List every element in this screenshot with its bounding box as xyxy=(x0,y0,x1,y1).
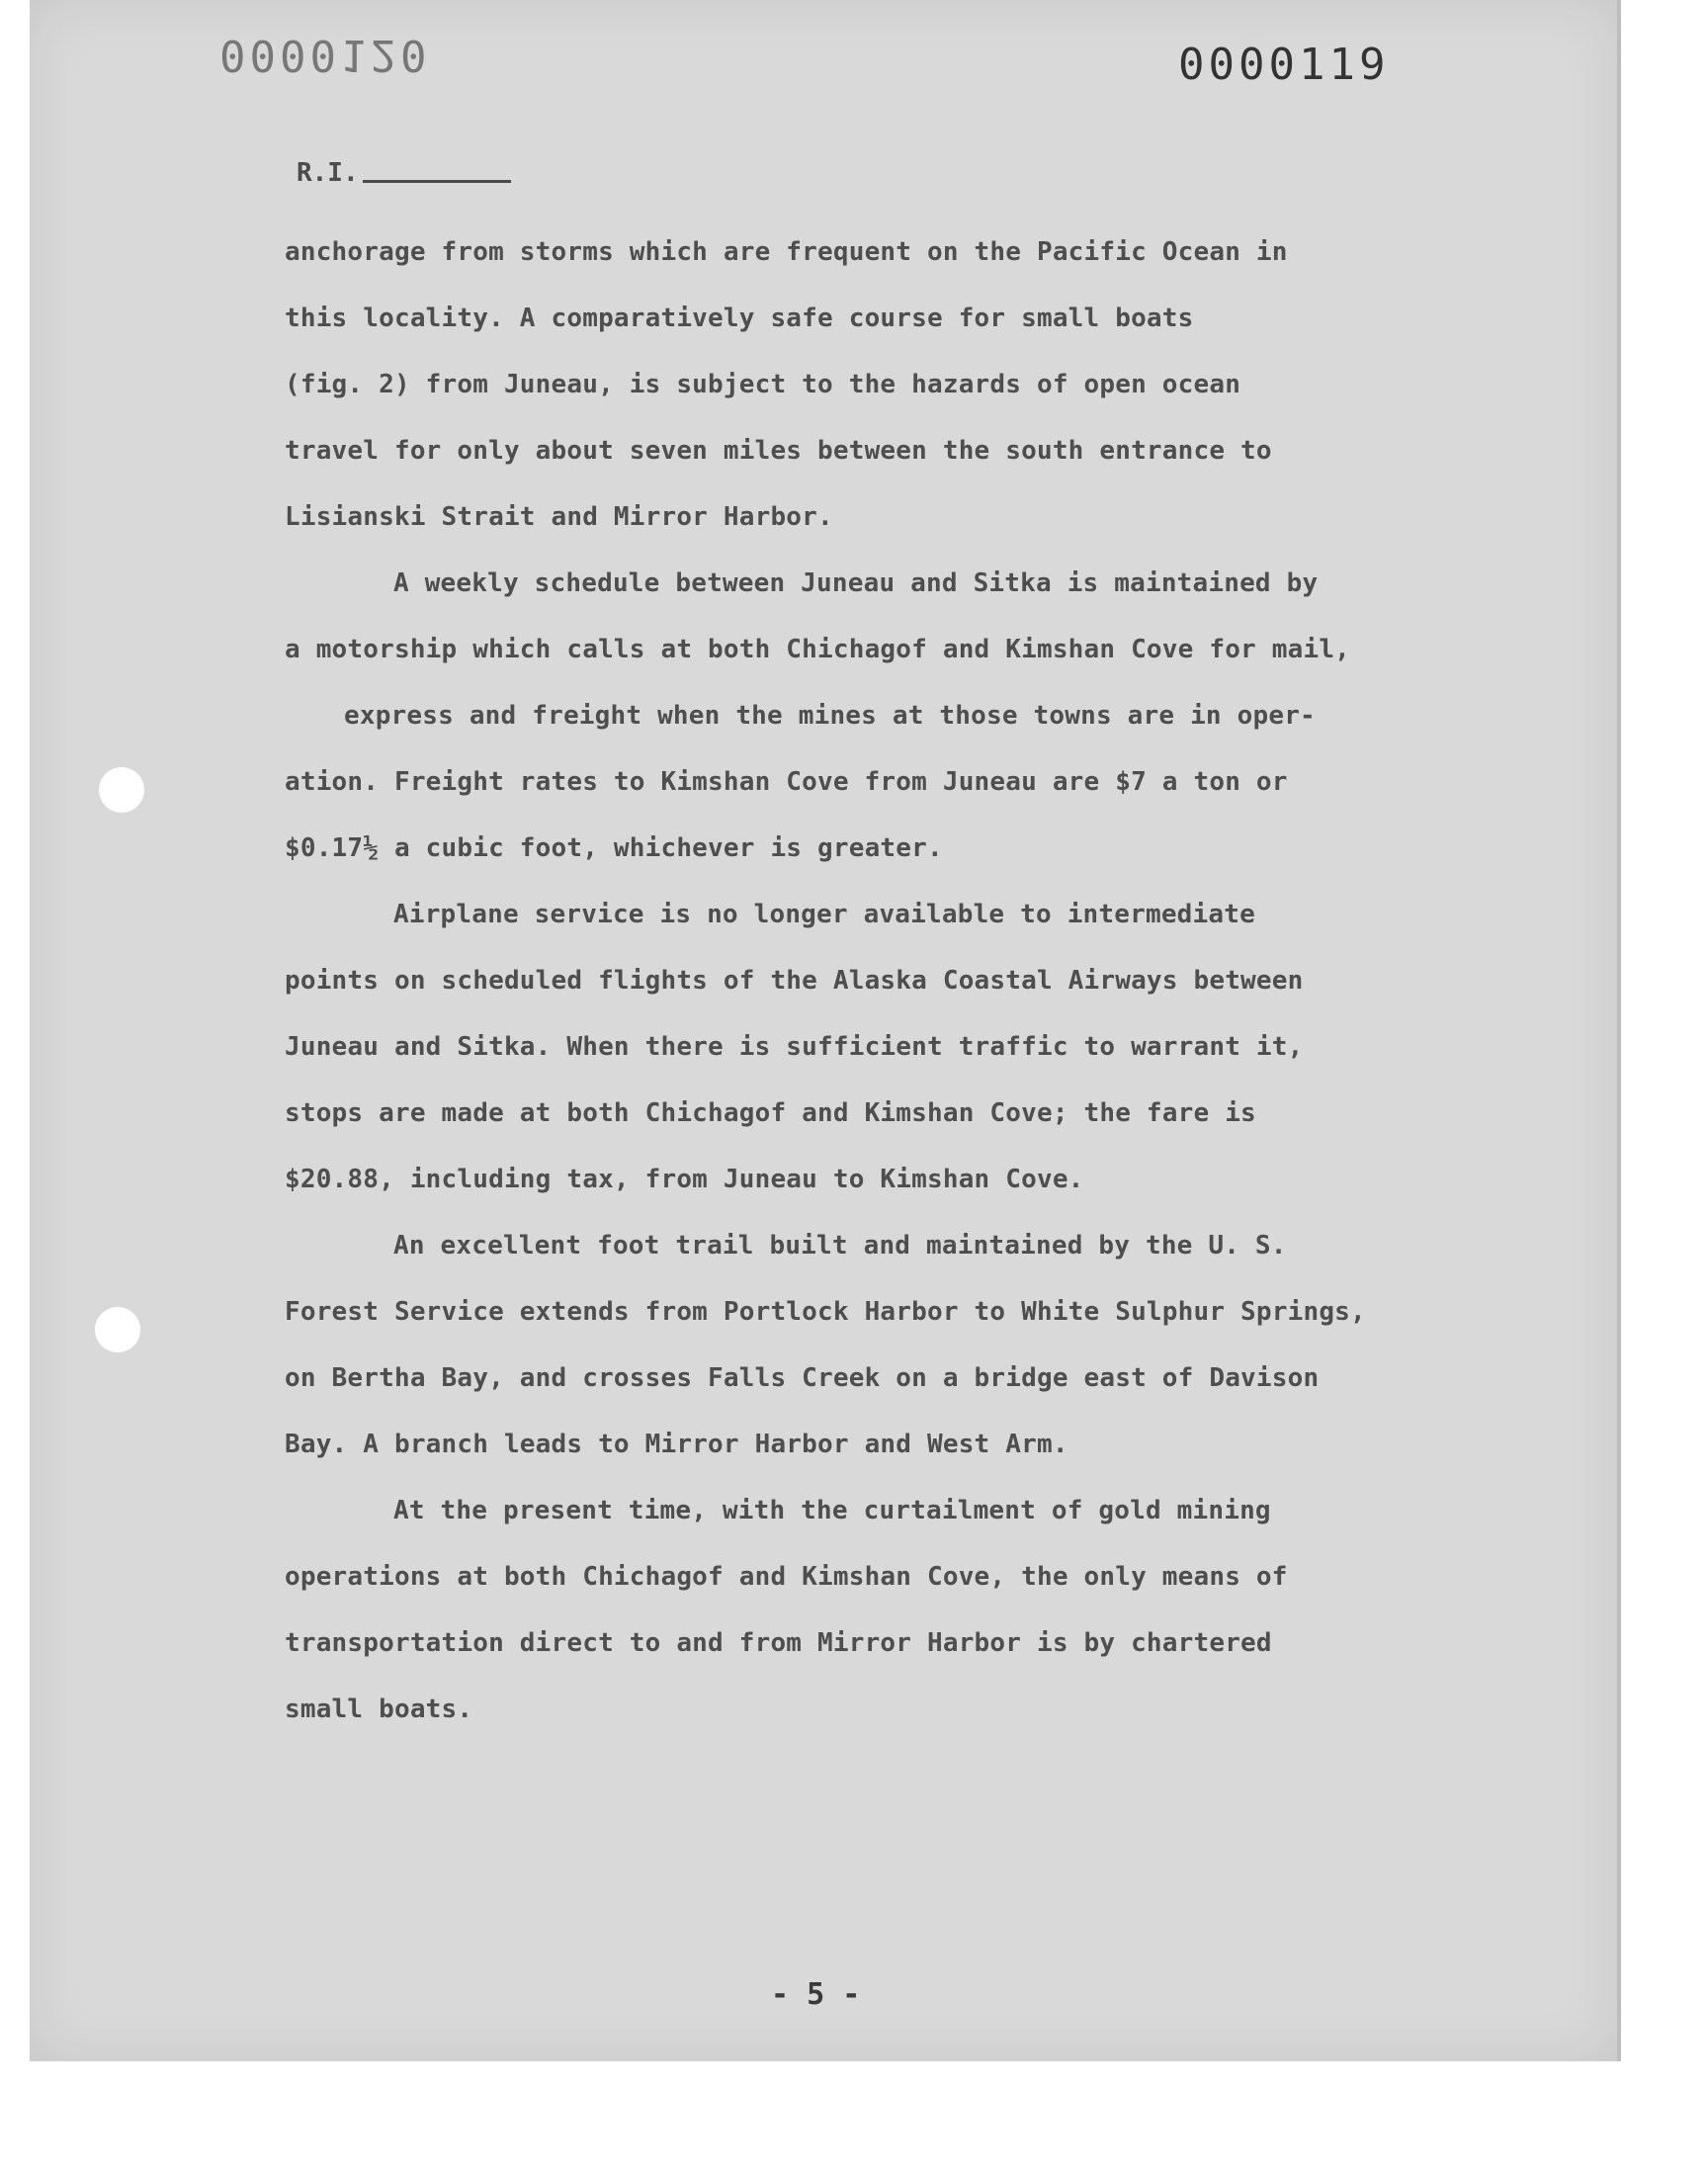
paragraph xyxy=(285,1478,1431,1743)
text-line: on Bertha Bay, and crosses Falls Creek on a bridge east of Davison xyxy=(285,1363,1320,1393)
text-line: travel for only about seven miles between the south entrance to xyxy=(285,436,1272,466)
paragraph xyxy=(285,551,1431,882)
text-line: anchorage from storms which are frequent on the Pacific Ocean in xyxy=(285,237,1288,267)
page-number: - 5 - xyxy=(771,1977,861,2012)
punch-hole-top xyxy=(99,767,144,813)
paragraph xyxy=(285,219,1431,551)
text-line: Lisianski Strait and Mirror Harbor. xyxy=(285,502,833,532)
text-line: $20.88, including tax, from Juneau to Kimshan Cove. xyxy=(285,1165,1084,1194)
text-line: Forest Service extends from Portlock Harbor to White Sulphur Springs, xyxy=(285,1297,1366,1327)
text-line: An excellent foot trail built and maintained by the U. S. xyxy=(393,1231,1287,1261)
text-line: At the present time, with the curtailment of gold mining xyxy=(393,1496,1271,1525)
text-line: transportation direct to and from Mirror Harbor is by chartered xyxy=(285,1628,1272,1658)
text-line: operations at both Chichagof and Kimshan Cove, the only means of xyxy=(285,1562,1288,1592)
paragraph xyxy=(285,1213,1431,1478)
text-line: express and freight when the mines at those towns are in oper- xyxy=(344,701,1316,731)
ri-label: R.I. xyxy=(297,158,359,188)
page-edge xyxy=(1617,0,1621,2061)
text-line: small boats. xyxy=(285,1695,473,1724)
text-line: this locality. A comparatively safe course for small boats xyxy=(285,304,1194,333)
ri-field xyxy=(297,158,511,188)
text-line: Airplane service is no longer available to intermediate xyxy=(393,900,1255,929)
page-stamp: 0000119 xyxy=(1178,40,1390,90)
page-stamp-upside-down: 0000120 xyxy=(219,30,431,80)
text-line: A weekly schedule between Juneau and Sitka is maintained by xyxy=(393,568,1319,598)
paragraph xyxy=(285,882,1431,1213)
text-line: points on scheduled flights of the Alaska Coastal Airways between xyxy=(285,966,1304,996)
punch-hole-bottom xyxy=(95,1307,140,1352)
text-line: ation. Freight rates to Kimshan Cove from Juneau are $7 a ton or xyxy=(285,767,1288,797)
text-line: a motorship which calls at both Chichagof and Kimshan Cove for mail, xyxy=(285,635,1351,664)
text-line: $0.17½ a cubic foot, whichever is greater. xyxy=(285,833,943,863)
ri-blank-line xyxy=(363,180,511,183)
text-line: (fig. 2) from Juneau, is subject to the hazards of open ocean xyxy=(285,370,1241,399)
text-line: Juneau and Sitka. When there is sufficient traffic to warrant it, xyxy=(285,1032,1304,1062)
document-body xyxy=(285,219,1431,1743)
text-line: stops are made at both Chichagof and Kimshan Cove; the fare is xyxy=(285,1098,1256,1128)
text-line: Bay. A branch leads to Mirror Harbor and West Arm. xyxy=(285,1430,1068,1459)
